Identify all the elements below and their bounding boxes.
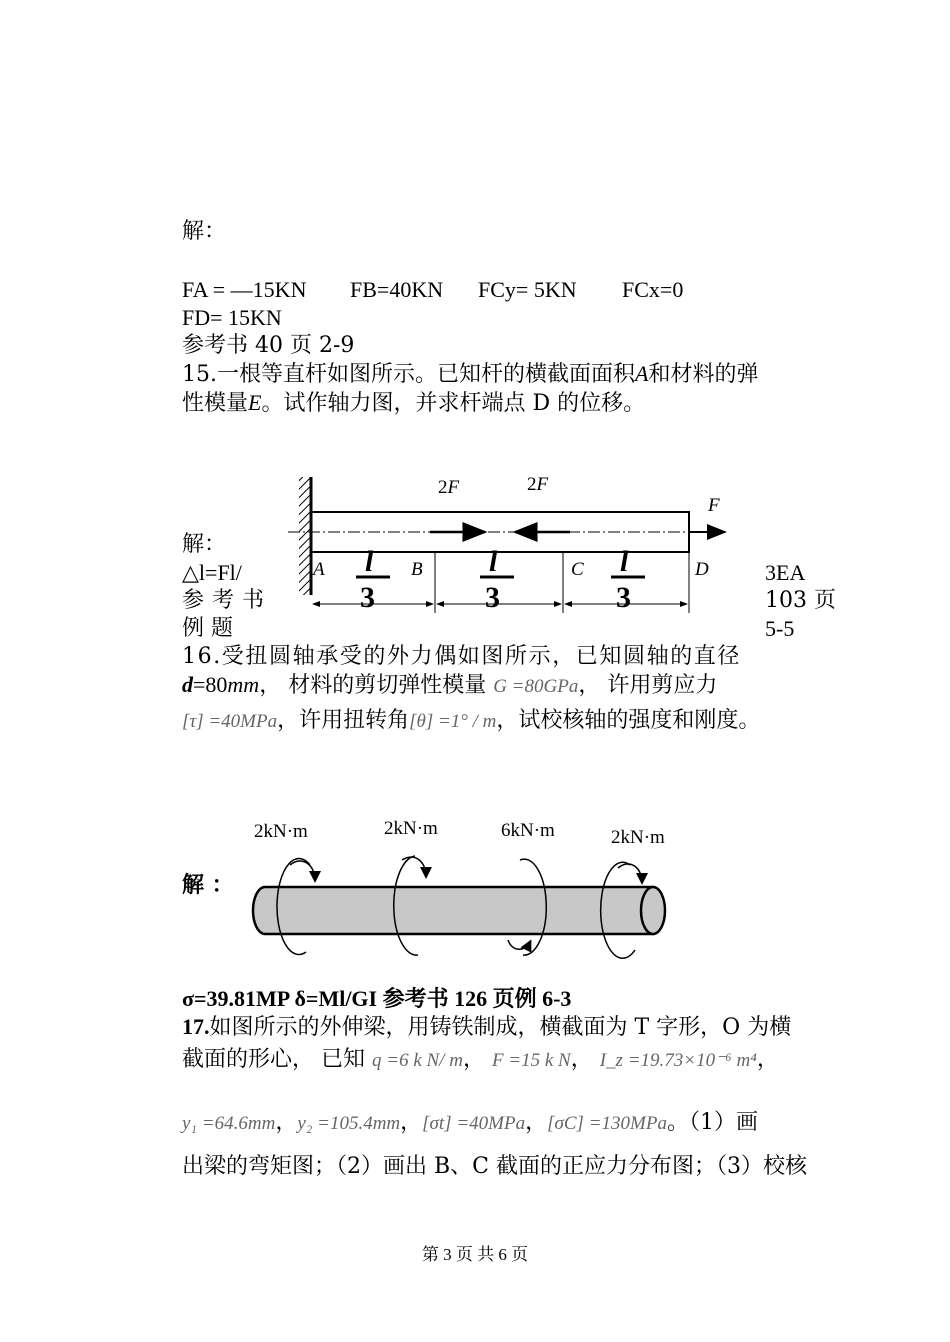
answer-fd: FD= 15KN xyxy=(182,305,282,330)
solution-15-ref-left-2: 例 题 xyxy=(182,616,233,641)
force-label-c: 2F xyxy=(527,474,549,495)
svg-text:l: l xyxy=(489,545,498,578)
question-15-line1: 15.一根等直杆如图所示。已知杆的横截面面积A和材料的弹 xyxy=(182,361,759,387)
fixed-wall-hatch xyxy=(299,477,311,595)
point-a: A xyxy=(313,559,325,580)
solution-label: 解： xyxy=(182,219,227,244)
torque-label-3: 6kN·m xyxy=(501,820,555,841)
question-16-line2: d=80mm， 材料的剪切弹性模量 G =80GPa， 许用剪应力 xyxy=(182,672,718,698)
shaft-body xyxy=(253,887,653,934)
point-d: D xyxy=(695,559,709,580)
solution-15-label: 解： xyxy=(182,532,227,557)
svg-text:l: l xyxy=(620,545,629,578)
answer-fcx: FCx=0 xyxy=(622,277,684,302)
question-16-line3: [τ] =40MPa，许用扭转角[θ] =1° / m，试校核轴的强度和刚度。 xyxy=(182,708,761,733)
point-b: B xyxy=(411,559,423,580)
force-label-d: F xyxy=(708,495,720,516)
torque-arrow-1 xyxy=(290,861,315,880)
torque-label-2: 2kN·m xyxy=(384,818,438,839)
shaft-end-face xyxy=(641,887,665,934)
solution-16-label: 解 ： xyxy=(182,872,234,898)
torque-arrow-3 xyxy=(508,940,530,949)
svg-text:3: 3 xyxy=(616,581,631,614)
torque-label-1: 2kN·m xyxy=(254,821,308,842)
solution-15-formula: △l=Fl/ xyxy=(182,560,242,585)
torque-label-4: 2kN·m xyxy=(611,827,665,848)
bar-axial-figure xyxy=(280,465,740,620)
solution-16-answer: σ=39.81MP δ=Ml/GI 参考书 126 页例 6-3 xyxy=(182,986,572,1011)
answer-fb: FB=40KN xyxy=(350,277,444,302)
solution-15-ref-right-2: 5-5 xyxy=(765,616,795,641)
point-c: C xyxy=(571,559,584,580)
page-footer: 第 3 页 共 6 页 xyxy=(421,1245,529,1264)
svg-text:l: l xyxy=(365,545,374,578)
solution-15-formula-right: 3EA xyxy=(765,560,806,585)
question-16-line1: 16.受扭圆轴承受的外力偶如图所示，已知圆轴的直径 xyxy=(182,644,741,669)
answer-fa: FA = —15KN xyxy=(182,277,307,302)
torque-arrow-4 xyxy=(618,864,642,882)
question-17-line2: 截面的形心， 已知 q =6 k N/ m， F =15 k N， I_z =19.73×10⁻⁶ m⁴， xyxy=(182,1047,779,1072)
question-17-line4: 出梁的弯矩图；（2）画出 B、C 截面的正应力分布图；（3）校核 xyxy=(182,1154,807,1179)
torsion-shaft-figure xyxy=(240,810,690,960)
solution-15-ref-left-1: 参考书 xyxy=(182,588,273,613)
question-17-line3: y₁ =64.6mm，y₂ =105.4mm，[σt] =40MPa，[σC] =130MPa。（1）画 xyxy=(182,1110,758,1135)
force-label-b: 2F xyxy=(438,477,460,498)
torque-arrow-2 xyxy=(402,857,426,876)
svg-text:3: 3 xyxy=(485,581,500,614)
solution-15-ref-right-1: 103 页 xyxy=(765,588,836,613)
question-15-line2: 性模量E。试作轴力图，并求杆端点 D 的位移。 xyxy=(182,390,646,416)
reference-1: 参考书 40 页 2-9 xyxy=(182,333,355,358)
answer-fcy: FCy= 5KN xyxy=(478,277,577,302)
svg-text:3: 3 xyxy=(360,581,375,614)
question-17-line1: 17.如图所示的外伸梁，用铸铁制成，横截面为 T 字形，O 为横 xyxy=(182,1014,792,1040)
